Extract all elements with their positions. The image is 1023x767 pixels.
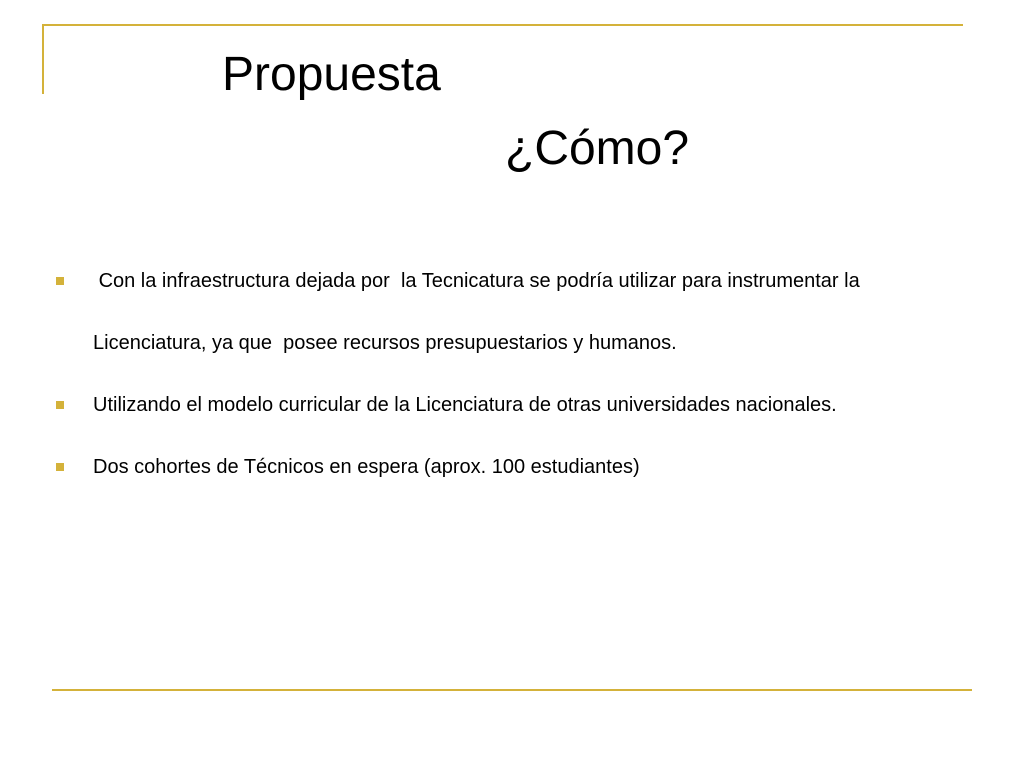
square-bullet-icon — [56, 401, 64, 409]
frame-top-rule — [42, 24, 963, 26]
slide-subtitle: ¿Cómo? — [505, 122, 690, 175]
bullet-text: Dos cohortes de Técnicos en espera (aprox. 100 estudiantes) — [93, 456, 640, 478]
bullet-text: Utilizando el modelo curricular de la Licenciatura de otras universidades nacionales. — [93, 394, 837, 416]
bullet-item-infraestructura — [56, 250, 936, 374]
frame-left-rule — [42, 24, 44, 94]
slide-title: Propuesta — [222, 48, 441, 101]
frame-bottom-rule — [52, 689, 972, 691]
square-bullet-icon — [56, 277, 64, 285]
bullet-text: Con la infraestructura dejada por la Tecnicatura se podría utilizar para instrumentar la Licenciatura, ya que posee recursos presupuestarios y humanos. — [93, 270, 866, 354]
bullet-list — [56, 250, 936, 498]
bullet-item-cohortes — [56, 436, 936, 498]
square-bullet-icon — [56, 463, 64, 471]
bullet-item-modelo-curricular — [56, 374, 936, 436]
